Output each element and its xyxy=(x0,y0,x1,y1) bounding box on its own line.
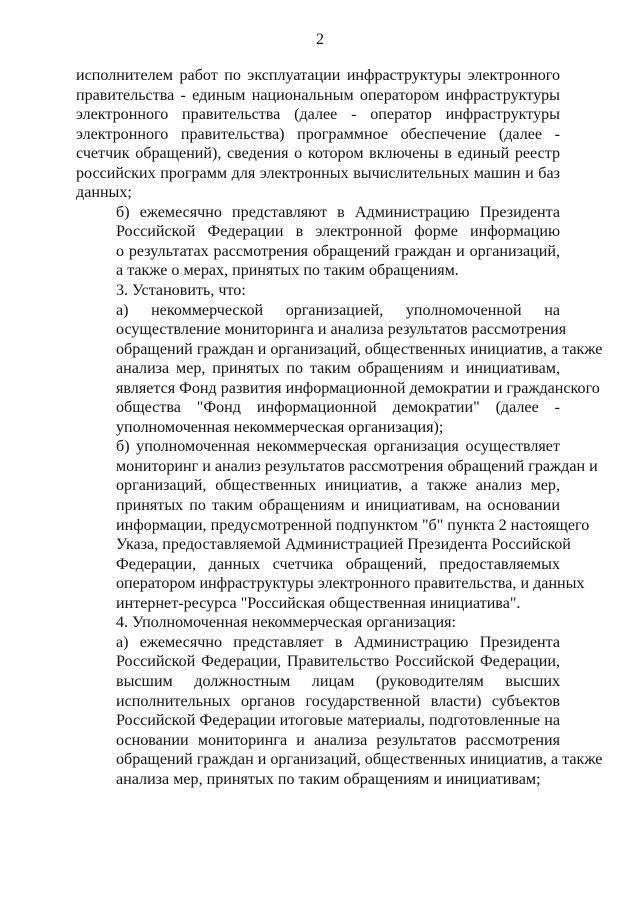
text-line: обращений граждан и организаций, общественных инициатив, а также xyxy=(116,751,603,769)
text-line: Российской Федерации итоговые материалы, подготовленные на xyxy=(116,712,560,730)
text-line: электронного правительства) программное обеспечение (далее - xyxy=(76,125,560,143)
text-line: исполнительных органов государственной власти) субъектов xyxy=(116,692,560,710)
text-line: оператором инфраструктуры электронного правительства, и данных xyxy=(116,575,585,593)
text-line: высшим должностным лицам (руководителям высших xyxy=(116,672,560,690)
paragraph xyxy=(76,613,560,633)
text-line: а) ежемесячно представляет в Администрацию Президента xyxy=(116,633,560,651)
text-line: основании мониторинга и анализа результатов рассмотрения xyxy=(116,731,560,749)
text-line: информации, предусмотренной подпунктом "б" пункта 2 настоящего xyxy=(116,516,590,534)
text-line: обращений граждан и организаций, общественных инициатив, а также xyxy=(116,340,603,358)
paragraph xyxy=(76,437,598,613)
text-line: общества "Фонд информационной демократии" (далее - xyxy=(116,399,560,417)
text-line: счетчик обращений), сведения о котором включены в единый реестр xyxy=(76,145,560,163)
text-line: исполнителем работ по эксплуатации инфраструктуры электронного xyxy=(76,67,560,84)
text-line: является Фонд развития информационной демократии и гражданского xyxy=(116,379,600,397)
text-line: анализа мер, принятых по таким обращениям и инициативам, xyxy=(116,360,560,378)
text-line: а) некоммерческой организацией, уполномоченной на xyxy=(116,301,560,319)
paragraph xyxy=(76,301,603,438)
paragraph xyxy=(76,633,603,789)
text-line: а также о мерах, принятых по таким обращениям. xyxy=(116,262,459,280)
paragraph xyxy=(76,281,560,301)
text-line: Российской Федерации в электронной форме информацию xyxy=(116,223,560,241)
text-line: б) уполномоченная некоммерческая организация осуществляет xyxy=(116,438,560,456)
text-line: 4. Уполномоченная некоммерческая организация: xyxy=(116,614,456,632)
text-line: данных; xyxy=(76,184,132,202)
text-line: организаций, общественных инициатив, а также анализ мер, xyxy=(116,477,560,495)
text-line: о результатах рассмотрения обращений граждан и организаций, xyxy=(116,242,560,260)
text-line: 3. Установить, что: xyxy=(116,282,246,300)
text-line: Указа, предоставляемой Администрацией Президента Российской xyxy=(116,536,571,554)
text-line: анализа мер, принятых по таким обращениям и инициативам; xyxy=(116,770,541,788)
text-line: Российской Федерации, Правительство Российской Федерации, xyxy=(116,653,560,671)
page-number: 2 xyxy=(316,31,324,48)
paragraph xyxy=(76,66,560,203)
text-line: электронного правительства (далее - оператор инфраструктуры xyxy=(76,106,560,124)
text-line: правительства - единым национальным оператором инфраструктуры xyxy=(76,86,560,104)
document-body xyxy=(76,66,603,789)
text-line: мониторинг и анализ результатов рассмотрения обращений граждан и xyxy=(116,457,598,475)
text-line: уполномоченная некоммерческая организация); xyxy=(116,418,444,436)
text-line: российских программ для электронных вычислительных машин и баз xyxy=(76,164,560,182)
text-line: б) ежемесячно представляют в Администрацию Президента xyxy=(116,203,560,221)
text-line: принятых по таким обращениям и инициативам, на основании xyxy=(116,497,560,515)
text-line: осуществление мониторинга и анализа результатов рассмотрения xyxy=(116,321,567,339)
text-line: интернет-ресурса "Российская общественная инициатива". xyxy=(116,594,521,612)
paragraph xyxy=(76,203,560,281)
text-line: Федерации, данных счетчика обращений, предоставляемых xyxy=(116,555,560,573)
